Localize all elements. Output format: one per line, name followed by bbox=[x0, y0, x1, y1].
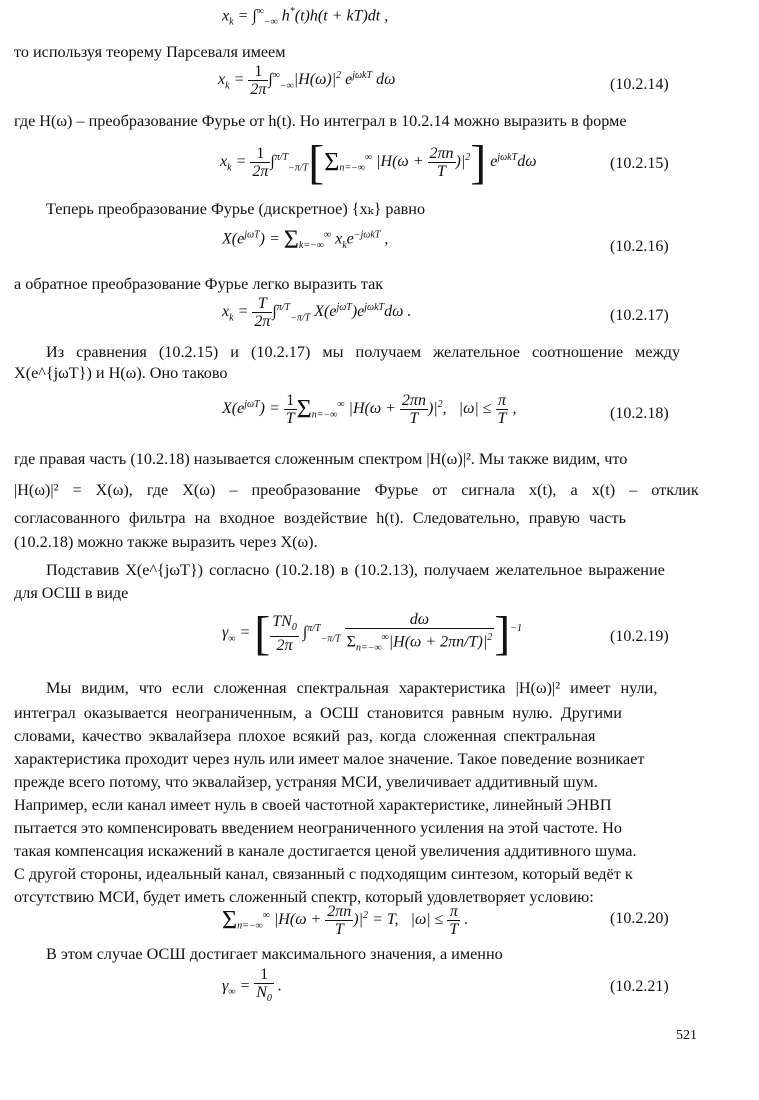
equation-10-2-15: $x_k$ = $\frac{1}{2\pi}$ $\int^{\pi/T}_{-\pi/T}[\Sigma_{n=-\infty}^\infty$ |H(ω + $\frac{2\pi n}{T}$ )$|^2$] $e^{j\omega kT}d\omega$ bbox=[220, 136, 537, 189]
text-line-4: а обратное преобразование Фурье легко выразить так bbox=[14, 275, 384, 293]
equation-10-2-20: $\Sigma_{n=-\infty}^\infty$ |H(ω + $\frac{2\pi n}{T}$ )$|^2 = T$, |ω| ≤ $\frac{\pi}{T}$ . bbox=[222, 903, 469, 938]
equation-10-2-16: $X(e^{j\omega T}) = \Sigma_{k=-\infty}^\infty$ $x_ke^{-j\omega kT}$ , bbox=[222, 225, 389, 254]
text-line-14: интеграл оказывается неограниченным, а ОСШ становится равным нулю. Другими bbox=[14, 704, 622, 722]
equation-number-17: (10.2.17) bbox=[610, 307, 669, 324]
equation-10-2-14: $x_k$ = $\frac{1}{2\pi}$ $\int^\infty_{-\infty}|H(\omega)|^2$ $e^{j\omega kT}$ dω bbox=[218, 63, 396, 98]
equation-10-2-17: $x_k$ = $\frac{T}{2\pi}$ ∫$^{\pi/T}_{-\pi/T}$ $X(e^{j\omega T})e^{j\omega kT}d\omega$ . bbox=[222, 295, 412, 330]
equation-10-2-19: $\gamma_\infty$ = [ $\frac{TN_0}{2\pi}$ ∫$^{\pi/T}_{-\pi/T}$ $\frac{d\omega}{\Sigma_{n=-\infty}^\infty|H(\omega + 2\pi n/T)|^2}$ ]$^{-1}$ bbox=[222, 607, 522, 660]
text-line-21: С другой стороны, идеальный канал, связанный с подходящим синтезом, который ведёт к bbox=[14, 865, 633, 883]
text-line-5: Из сравнения (10.2.15) и (10.2.17) мы получаем желательное соотношение между bbox=[46, 343, 681, 361]
equation-number-21: (10.2.21) bbox=[610, 978, 669, 995]
text-line-22: отсутствию МСИ, будет иметь сложенный спектр, который удовлетворяет условию: bbox=[14, 888, 594, 906]
equation-number-14: (10.2.14) bbox=[610, 76, 669, 93]
equation-number-19: (10.2.19) bbox=[610, 628, 669, 645]
equation-number-20: (10.2.20) bbox=[610, 910, 669, 927]
text-line-8: |H(ω)|² = X(ω), где X(ω) – преобразование Фурье от сигнала x(t), а x(t) – отклик bbox=[14, 481, 699, 499]
text-line-16: характеристика проходит через нуль или имеет малое значение. Такое поведение возникает bbox=[14, 750, 645, 768]
equation-10-2-18: $X(e^{j\omega T})$ = $\frac{1}{T}$ $\Sigma_{n=-\infty}^\infty$ |H(ω + $\frac{2\pi n}{T}$ )$|^2$, |ω| ≤ $\frac{\pi}{T}$ , bbox=[222, 392, 517, 427]
text-line-15: словами, качество эквалайзера плохое всякий раз, когда сложенная спектральная bbox=[14, 727, 596, 745]
text-line-3: Теперь преобразование Фурье (дискретное) {xₖ} равно bbox=[46, 200, 426, 218]
equation-10-2-21: $\gamma_\infty$ = $\frac{1}{N_0}$ . bbox=[222, 966, 282, 1005]
text-line-1: то используя теорему Парсеваля имеем bbox=[14, 43, 286, 61]
text-line-9: согласованного фильтра на входное воздействие h(t). Следовательно, правую часть bbox=[14, 509, 626, 527]
equation-number-15: (10.2.15) bbox=[610, 155, 669, 172]
equation-number-18: (10.2.18) bbox=[610, 405, 669, 422]
text-line-2: где H(ω) – преобразование Фурье от h(t). Но интеграл в 10.2.14 можно выразить в форме bbox=[14, 112, 627, 130]
equation-number-16: (10.2.16) bbox=[610, 238, 669, 255]
page-number: 521 bbox=[676, 1028, 697, 1043]
text-line-12: для ОСШ в виде bbox=[14, 584, 129, 602]
text-line-11: Подставив X(e^{jωT}) согласно (10.2.18) в (10.2.13), получаем желательное выражение bbox=[46, 561, 665, 579]
text-line-20: такая компенсация искажений в канале достигается ценой увеличения аддитивного шума. bbox=[14, 842, 637, 860]
equation-top: $x_k = \int^\infty_{-\infty}$ h*(t)h(t + kT)dt , bbox=[222, 6, 389, 28]
text-line-7: где правая часть (10.2.18) называется сложенным спектром |H(ω)|². Мы также видим, что bbox=[14, 450, 628, 468]
text-line-23: В этом случае ОСШ достигает максимального значения, а именно bbox=[46, 945, 503, 963]
text-line-17: прежде всего потому, что эквалайзер, устраняя МСИ, увеличивает аддитивный шум. bbox=[14, 773, 598, 791]
text-line-10: (10.2.18) можно также выразить через X(ω). bbox=[14, 533, 318, 551]
text-line-13: Мы видим, что если сложенная спектральная характеристика |H(ω)|² имеет нули, bbox=[46, 679, 658, 697]
text-line-19: пытается это компенсировать введением неограниченного усиления на этой частоте. Но bbox=[14, 819, 623, 837]
text-line-18: Например, если канал имеет нуль в своей частотной характеристике, линейный ЭНВП bbox=[14, 796, 612, 814]
text-line-6: X(e^{jωT}) и H(ω). Оно таково bbox=[14, 364, 228, 382]
